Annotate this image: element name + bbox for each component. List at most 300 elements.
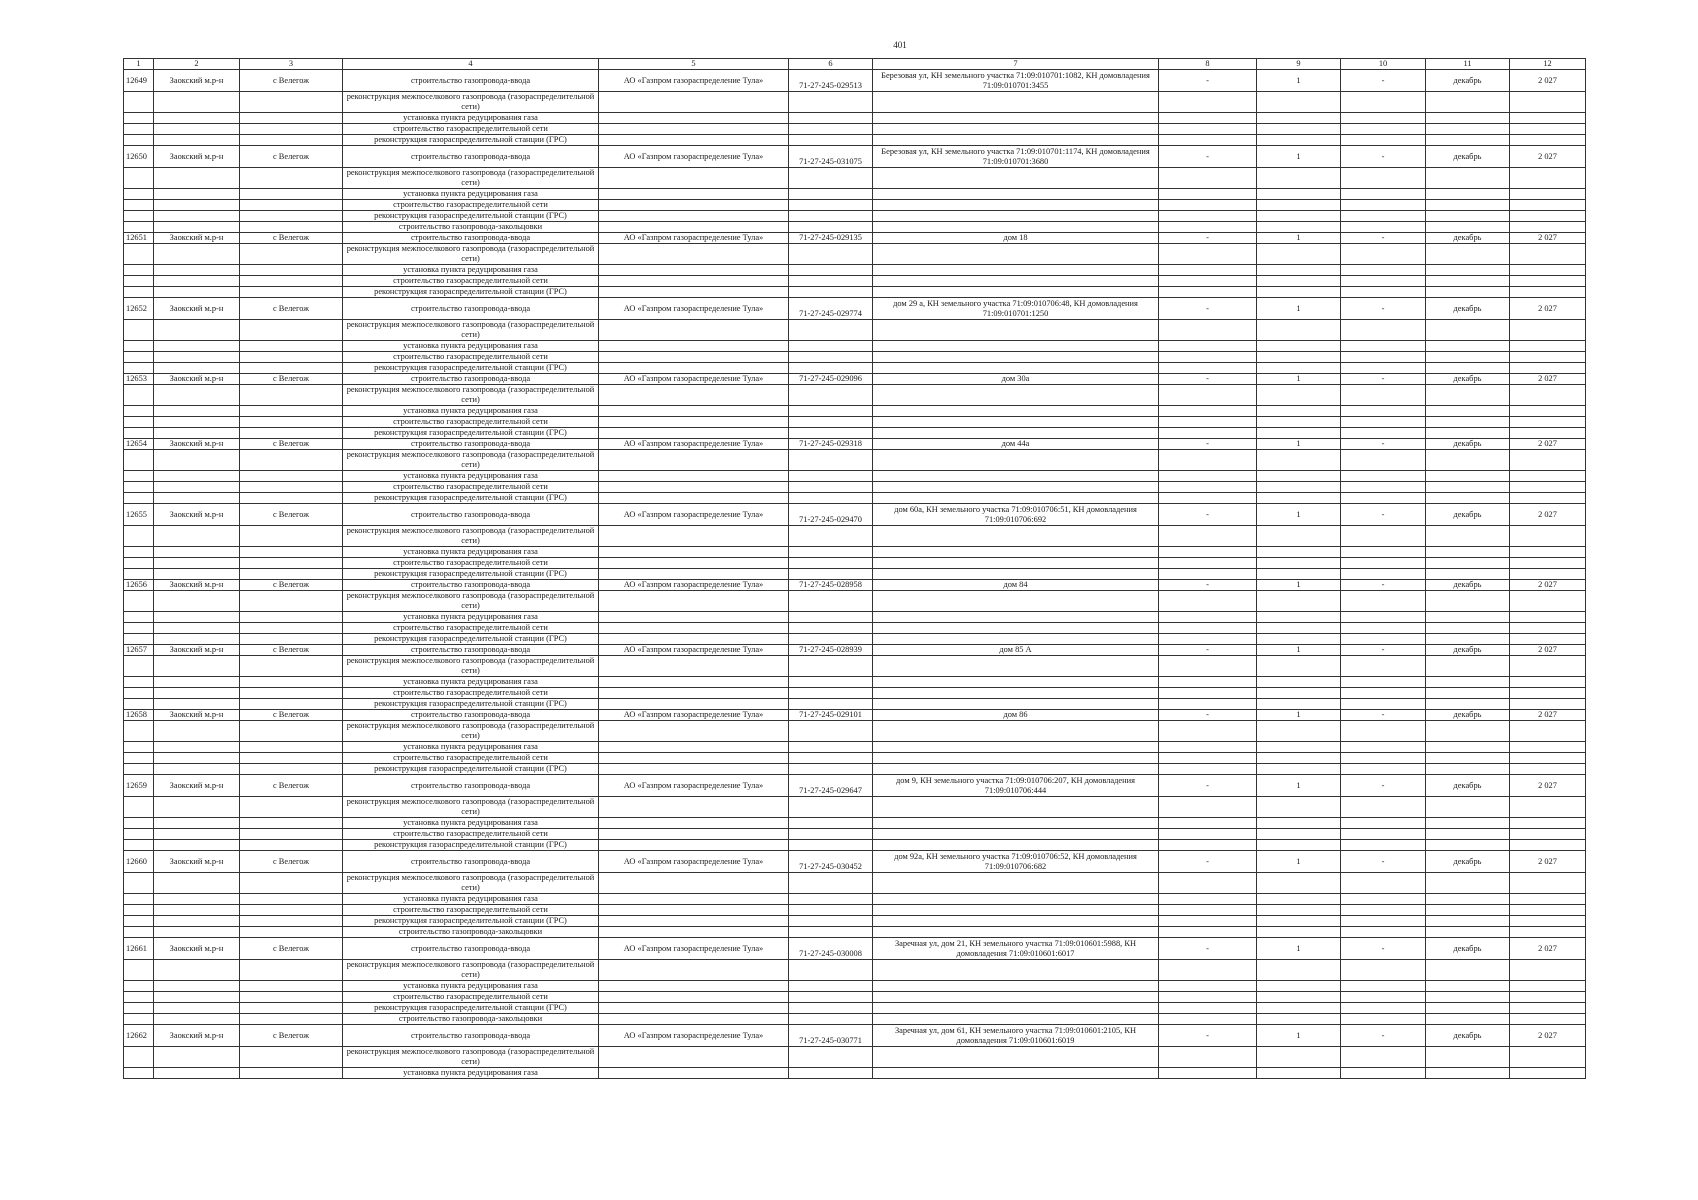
empty-cell — [599, 829, 789, 840]
settlement-cell: с Велегож — [240, 439, 343, 450]
work-type-cell: строительство газораспределительной сети — [343, 905, 599, 916]
district-cell: Заокский м.р-н — [154, 439, 240, 450]
table-row — [124, 70, 1586, 92]
empty-cell — [1159, 276, 1257, 287]
empty-cell — [1426, 742, 1510, 753]
table-subrow — [124, 981, 1586, 992]
empty-cell — [1426, 721, 1510, 742]
empty-cell — [599, 547, 789, 558]
empty-cell — [124, 721, 154, 742]
empty-cell — [789, 320, 873, 341]
empty-cell — [873, 721, 1159, 742]
empty-cell — [1341, 124, 1426, 135]
empty-cell — [154, 558, 240, 569]
table-subrow — [124, 417, 1586, 428]
empty-cell — [1426, 287, 1510, 298]
empty-cell — [1159, 829, 1257, 840]
table-row — [124, 645, 1586, 656]
empty-cell — [789, 797, 873, 818]
empty-cell — [1257, 526, 1341, 547]
empty-cell — [240, 569, 343, 580]
empty-cell — [1426, 905, 1510, 916]
empty-cell — [789, 721, 873, 742]
table-row — [124, 580, 1586, 591]
table-subrow — [124, 699, 1586, 710]
empty-cell — [1510, 992, 1586, 1003]
empty-cell — [1341, 244, 1426, 265]
col9-cell: 1 — [1257, 298, 1341, 320]
table-subrow — [124, 482, 1586, 493]
empty-cell — [240, 905, 343, 916]
empty-cell — [1341, 1003, 1426, 1014]
table-row — [124, 233, 1586, 244]
empty-cell — [1426, 591, 1510, 612]
empty-cell — [1159, 363, 1257, 374]
empty-cell — [1257, 168, 1341, 189]
empty-cell — [240, 287, 343, 298]
work-type-cell: реконструкция межпоселкового газопровода (газораспределительной сети) — [343, 1047, 599, 1068]
empty-cell — [789, 1003, 873, 1014]
empty-cell — [1257, 124, 1341, 135]
work-type-cell: строительство газораспределительной сети — [343, 688, 599, 699]
empty-cell — [1510, 135, 1586, 146]
empty-cell — [873, 417, 1159, 428]
address-cell: дом 29 а, КН земельного участка 71:09:010706:48, КН домовладения 71:09:010701:1250 — [873, 298, 1159, 320]
address-cell: дом 85 А — [873, 645, 1159, 656]
work-type-cell: установка пункта редуцирования газа — [343, 341, 599, 352]
organization-cell: АО «Газпром газораспределение Тула» — [599, 775, 789, 797]
empty-cell — [1341, 385, 1426, 406]
year-cell: 2 027 — [1510, 710, 1586, 721]
empty-cell — [240, 634, 343, 645]
empty-cell — [599, 222, 789, 233]
empty-cell — [124, 1068, 154, 1079]
empty-cell — [1426, 482, 1510, 493]
empty-cell — [1510, 124, 1586, 135]
empty-cell — [1159, 287, 1257, 298]
table-subrow — [124, 916, 1586, 927]
empty-cell — [154, 222, 240, 233]
settlement-cell: с Велегож — [240, 298, 343, 320]
col10-cell: - — [1341, 851, 1426, 873]
empty-cell — [240, 797, 343, 818]
col9-cell: 1 — [1257, 374, 1341, 385]
empty-cell — [1159, 211, 1257, 222]
empty-cell — [154, 406, 240, 417]
empty-cell — [1510, 189, 1586, 200]
empty-cell — [240, 276, 343, 287]
empty-cell — [1510, 916, 1586, 927]
empty-cell — [1257, 244, 1341, 265]
work-type-cell: строительство газопровода-закольцовки — [343, 1014, 599, 1025]
col9-cell: 1 — [1257, 775, 1341, 797]
month-cell: декабрь — [1426, 504, 1510, 526]
work-type-cell: строительство газораспределительной сети — [343, 623, 599, 634]
empty-cell — [240, 200, 343, 211]
empty-cell — [124, 471, 154, 482]
district-cell: Заокский м.р-н — [154, 146, 240, 168]
empty-cell — [124, 320, 154, 341]
empty-cell — [1257, 569, 1341, 580]
year-cell: 2 027 — [1510, 775, 1586, 797]
empty-cell — [154, 916, 240, 927]
col9-cell: 1 — [1257, 233, 1341, 244]
empty-cell — [873, 1003, 1159, 1014]
empty-cell — [240, 656, 343, 677]
empty-cell — [1510, 1068, 1586, 1079]
empty-cell — [1257, 558, 1341, 569]
empty-cell — [599, 200, 789, 211]
empty-cell — [1159, 905, 1257, 916]
district-cell: Заокский м.р-н — [154, 710, 240, 721]
table-subrow — [124, 276, 1586, 287]
empty-cell — [1257, 992, 1341, 1003]
work-type-cell: реконструкция газораспределительной станции (ГРС) — [343, 634, 599, 645]
settlement-cell: с Велегож — [240, 775, 343, 797]
empty-cell — [873, 634, 1159, 645]
month-cell: декабрь — [1426, 938, 1510, 960]
column-header: 12 — [1510, 59, 1586, 70]
table-subrow — [124, 320, 1586, 341]
district-cell: Заокский м.р-н — [154, 645, 240, 656]
empty-cell — [240, 960, 343, 981]
work-type-cell: строительство газопровода-ввода — [343, 775, 599, 797]
empty-cell — [873, 200, 1159, 211]
empty-cell — [873, 699, 1159, 710]
table-subrow — [124, 135, 1586, 146]
empty-cell — [599, 960, 789, 981]
empty-cell — [240, 721, 343, 742]
empty-cell — [1341, 612, 1426, 623]
work-type-cell: строительство газораспределительной сети — [343, 829, 599, 840]
col8-cell: - — [1159, 938, 1257, 960]
year-cell: 2 027 — [1510, 233, 1586, 244]
empty-cell — [1159, 482, 1257, 493]
empty-cell — [1257, 189, 1341, 200]
empty-cell — [1159, 981, 1257, 992]
empty-cell — [599, 981, 789, 992]
empty-cell — [1159, 612, 1257, 623]
empty-cell — [1341, 92, 1426, 113]
empty-cell — [1341, 211, 1426, 222]
col9-cell: 1 — [1257, 439, 1341, 450]
empty-cell — [1341, 200, 1426, 211]
empty-cell — [1426, 992, 1510, 1003]
empty-cell — [599, 189, 789, 200]
empty-cell — [240, 244, 343, 265]
empty-cell — [873, 742, 1159, 753]
empty-cell — [1510, 634, 1586, 645]
empty-cell — [1341, 352, 1426, 363]
empty-cell — [1159, 992, 1257, 1003]
record-number: 12659 — [124, 775, 154, 797]
table-subrow — [124, 168, 1586, 189]
empty-cell — [789, 873, 873, 894]
empty-cell — [1341, 547, 1426, 558]
empty-cell — [240, 385, 343, 406]
empty-cell — [599, 1047, 789, 1068]
empty-cell — [1257, 623, 1341, 634]
empty-cell — [789, 992, 873, 1003]
empty-cell — [873, 916, 1159, 927]
work-type-cell: реконструкция газораспределительной станции (ГРС) — [343, 840, 599, 851]
empty-cell — [873, 992, 1159, 1003]
empty-cell — [124, 797, 154, 818]
empty-cell — [154, 894, 240, 905]
empty-cell — [1426, 569, 1510, 580]
work-type-cell: строительство газораспределительной сети — [343, 200, 599, 211]
empty-cell — [873, 92, 1159, 113]
empty-cell — [1341, 276, 1426, 287]
address-cell: дом 92а, КН земельного участка 71:09:010706:52, КН домовладения 71:09:010706:682 — [873, 851, 1159, 873]
empty-cell — [1426, 493, 1510, 504]
empty-cell — [873, 482, 1159, 493]
work-type-cell: реконструкция межпоселкового газопровода (газораспределительной сети) — [343, 721, 599, 742]
empty-cell — [1510, 840, 1586, 851]
empty-cell — [240, 1003, 343, 1014]
empty-cell — [124, 287, 154, 298]
work-type-cell: реконструкция газораспределительной станции (ГРС) — [343, 211, 599, 222]
work-type-cell: строительство газораспределительной сети — [343, 753, 599, 764]
empty-cell — [599, 818, 789, 829]
empty-cell — [1341, 873, 1426, 894]
settlement-cell: с Велегож — [240, 504, 343, 526]
empty-cell — [124, 656, 154, 677]
work-type-cell: реконструкция газораспределительной станции (ГРС) — [343, 764, 599, 775]
district-cell: Заокский м.р-н — [154, 580, 240, 591]
object-code-cell: 71-27-245-029513 — [789, 70, 873, 92]
empty-cell — [1159, 753, 1257, 764]
empty-cell — [124, 222, 154, 233]
empty-cell — [873, 168, 1159, 189]
address-cell: Березовая ул, КН земельного участка 71:09:010701:1174, КН домовладения 71:09:010701:3680 — [873, 146, 1159, 168]
empty-cell — [154, 200, 240, 211]
table-subrow — [124, 493, 1586, 504]
empty-cell — [1426, 168, 1510, 189]
empty-cell — [154, 168, 240, 189]
work-type-cell: реконструкция газораспределительной станции (ГРС) — [343, 428, 599, 439]
empty-cell — [789, 981, 873, 992]
empty-cell — [1426, 222, 1510, 233]
empty-cell — [873, 287, 1159, 298]
settlement-cell: с Велегож — [240, 938, 343, 960]
col8-cell: - — [1159, 298, 1257, 320]
empty-cell — [789, 753, 873, 764]
work-type-cell: строительство газопровода-ввода — [343, 645, 599, 656]
work-type-cell: строительство газопровода-ввода — [343, 580, 599, 591]
empty-cell — [240, 591, 343, 612]
work-type-cell: строительство газопровода-ввода — [343, 504, 599, 526]
empty-cell — [1426, 1003, 1510, 1014]
empty-cell — [873, 341, 1159, 352]
empty-cell — [124, 558, 154, 569]
empty-cell — [154, 960, 240, 981]
empty-cell — [599, 526, 789, 547]
empty-cell — [873, 764, 1159, 775]
empty-cell — [1510, 721, 1586, 742]
work-type-cell: строительство газопровода-ввода — [343, 233, 599, 244]
col8-cell: - — [1159, 851, 1257, 873]
empty-cell — [873, 526, 1159, 547]
empty-cell — [154, 417, 240, 428]
empty-cell — [1341, 797, 1426, 818]
empty-cell — [240, 211, 343, 222]
empty-cell — [240, 1068, 343, 1079]
empty-cell — [789, 92, 873, 113]
work-type-cell: строительство газопровода-ввода — [343, 70, 599, 92]
empty-cell — [1510, 1047, 1586, 1068]
empty-cell — [1159, 200, 1257, 211]
empty-cell — [1159, 1014, 1257, 1025]
empty-cell — [1510, 558, 1586, 569]
empty-cell — [873, 591, 1159, 612]
empty-cell — [1159, 656, 1257, 677]
work-type-cell: строительство газопровода-ввода — [343, 1025, 599, 1047]
table-subrow — [124, 547, 1586, 558]
empty-cell — [789, 634, 873, 645]
empty-cell — [240, 135, 343, 146]
empty-cell — [1341, 591, 1426, 612]
organization-cell: АО «Газпром газораспределение Тула» — [599, 70, 789, 92]
empty-cell — [1341, 222, 1426, 233]
empty-cell — [1426, 547, 1510, 558]
empty-cell — [1426, 124, 1510, 135]
work-type-cell: реконструкция газораспределительной станции (ГРС) — [343, 1003, 599, 1014]
empty-cell — [1426, 894, 1510, 905]
empty-cell — [1159, 265, 1257, 276]
empty-cell — [789, 764, 873, 775]
address-cell: дом 86 — [873, 710, 1159, 721]
empty-cell — [789, 656, 873, 677]
work-type-cell: реконструкция межпоселкового газопровода (газораспределительной сети) — [343, 385, 599, 406]
col8-cell: - — [1159, 710, 1257, 721]
empty-cell — [1510, 569, 1586, 580]
empty-cell — [1257, 818, 1341, 829]
year-cell: 2 027 — [1510, 1025, 1586, 1047]
empty-cell — [1257, 1047, 1341, 1068]
empty-cell — [124, 276, 154, 287]
empty-cell — [154, 189, 240, 200]
table-subrow — [124, 753, 1586, 764]
empty-cell — [240, 612, 343, 623]
empty-cell — [124, 92, 154, 113]
address-cell: Заречная ул, дом 61, КН земельного участка 71:09:010601:2105, КН домовладения 71:09:010601:6019 — [873, 1025, 1159, 1047]
table-subrow — [124, 840, 1586, 851]
object-code-cell: 71-27-245-028958 — [789, 580, 873, 591]
table-subrow — [124, 113, 1586, 124]
empty-cell — [124, 894, 154, 905]
empty-cell — [873, 677, 1159, 688]
empty-cell — [1257, 656, 1341, 677]
empty-cell — [789, 265, 873, 276]
empty-cell — [873, 753, 1159, 764]
empty-cell — [1159, 406, 1257, 417]
empty-cell — [1510, 1003, 1586, 1014]
empty-cell — [1510, 699, 1586, 710]
record-number: 12651 — [124, 233, 154, 244]
empty-cell — [240, 417, 343, 428]
empty-cell — [789, 829, 873, 840]
empty-cell — [124, 1047, 154, 1068]
month-cell: декабрь — [1426, 233, 1510, 244]
district-cell: Заокский м.р-н — [154, 1025, 240, 1047]
empty-cell — [1159, 677, 1257, 688]
col9-cell: 1 — [1257, 938, 1341, 960]
col10-cell: - — [1341, 645, 1426, 656]
record-number: 12652 — [124, 298, 154, 320]
empty-cell — [1159, 320, 1257, 341]
settlement-cell: с Велегож — [240, 851, 343, 873]
empty-cell — [1341, 569, 1426, 580]
empty-cell — [1510, 656, 1586, 677]
empty-cell — [124, 406, 154, 417]
empty-cell — [599, 688, 789, 699]
table-row — [124, 851, 1586, 873]
table-subrow — [124, 656, 1586, 677]
object-code-cell: 71-27-245-028939 — [789, 645, 873, 656]
empty-cell — [1159, 634, 1257, 645]
district-cell: Заокский м.р-н — [154, 775, 240, 797]
empty-cell — [599, 113, 789, 124]
record-number: 12656 — [124, 580, 154, 591]
empty-cell — [154, 265, 240, 276]
month-cell: декабрь — [1426, 710, 1510, 721]
empty-cell — [599, 656, 789, 677]
work-type-cell: реконструкция газораспределительной станции (ГРС) — [343, 493, 599, 504]
empty-cell — [1257, 753, 1341, 764]
empty-cell — [599, 1068, 789, 1079]
empty-cell — [1510, 92, 1586, 113]
empty-cell — [1159, 742, 1257, 753]
organization-cell: АО «Газпром газораспределение Тула» — [599, 439, 789, 450]
work-type-cell: реконструкция межпоселкового газопровода (газораспределительной сети) — [343, 960, 599, 981]
empty-cell — [1510, 211, 1586, 222]
work-type-cell: строительство газопровода-ввода — [343, 146, 599, 168]
empty-cell — [599, 428, 789, 439]
empty-cell — [789, 222, 873, 233]
object-code-cell: 71-27-245-029318 — [789, 439, 873, 450]
empty-cell — [1257, 721, 1341, 742]
empty-cell — [124, 764, 154, 775]
empty-cell — [599, 905, 789, 916]
empty-cell — [1257, 688, 1341, 699]
month-cell: декабрь — [1426, 298, 1510, 320]
empty-cell — [240, 168, 343, 189]
empty-cell — [789, 417, 873, 428]
empty-cell — [1341, 363, 1426, 374]
empty-cell — [599, 623, 789, 634]
empty-cell — [1510, 981, 1586, 992]
empty-cell — [1159, 1047, 1257, 1068]
address-cell: дом 18 — [873, 233, 1159, 244]
empty-cell — [240, 222, 343, 233]
work-type-cell: строительство газопровода-ввода — [343, 374, 599, 385]
empty-cell — [240, 677, 343, 688]
empty-cell — [599, 211, 789, 222]
empty-cell — [1426, 92, 1510, 113]
empty-cell — [789, 1047, 873, 1068]
work-type-cell: установка пункта редуцирования газа — [343, 406, 599, 417]
empty-cell — [1426, 840, 1510, 851]
empty-cell — [124, 1014, 154, 1025]
empty-cell — [1159, 1068, 1257, 1079]
empty-cell — [789, 905, 873, 916]
table-row — [124, 775, 1586, 797]
empty-cell — [1159, 547, 1257, 558]
organization-cell: АО «Газпром газораспределение Тула» — [599, 1025, 789, 1047]
work-type-cell: реконструкция газораспределительной станции (ГРС) — [343, 569, 599, 580]
empty-cell — [599, 992, 789, 1003]
